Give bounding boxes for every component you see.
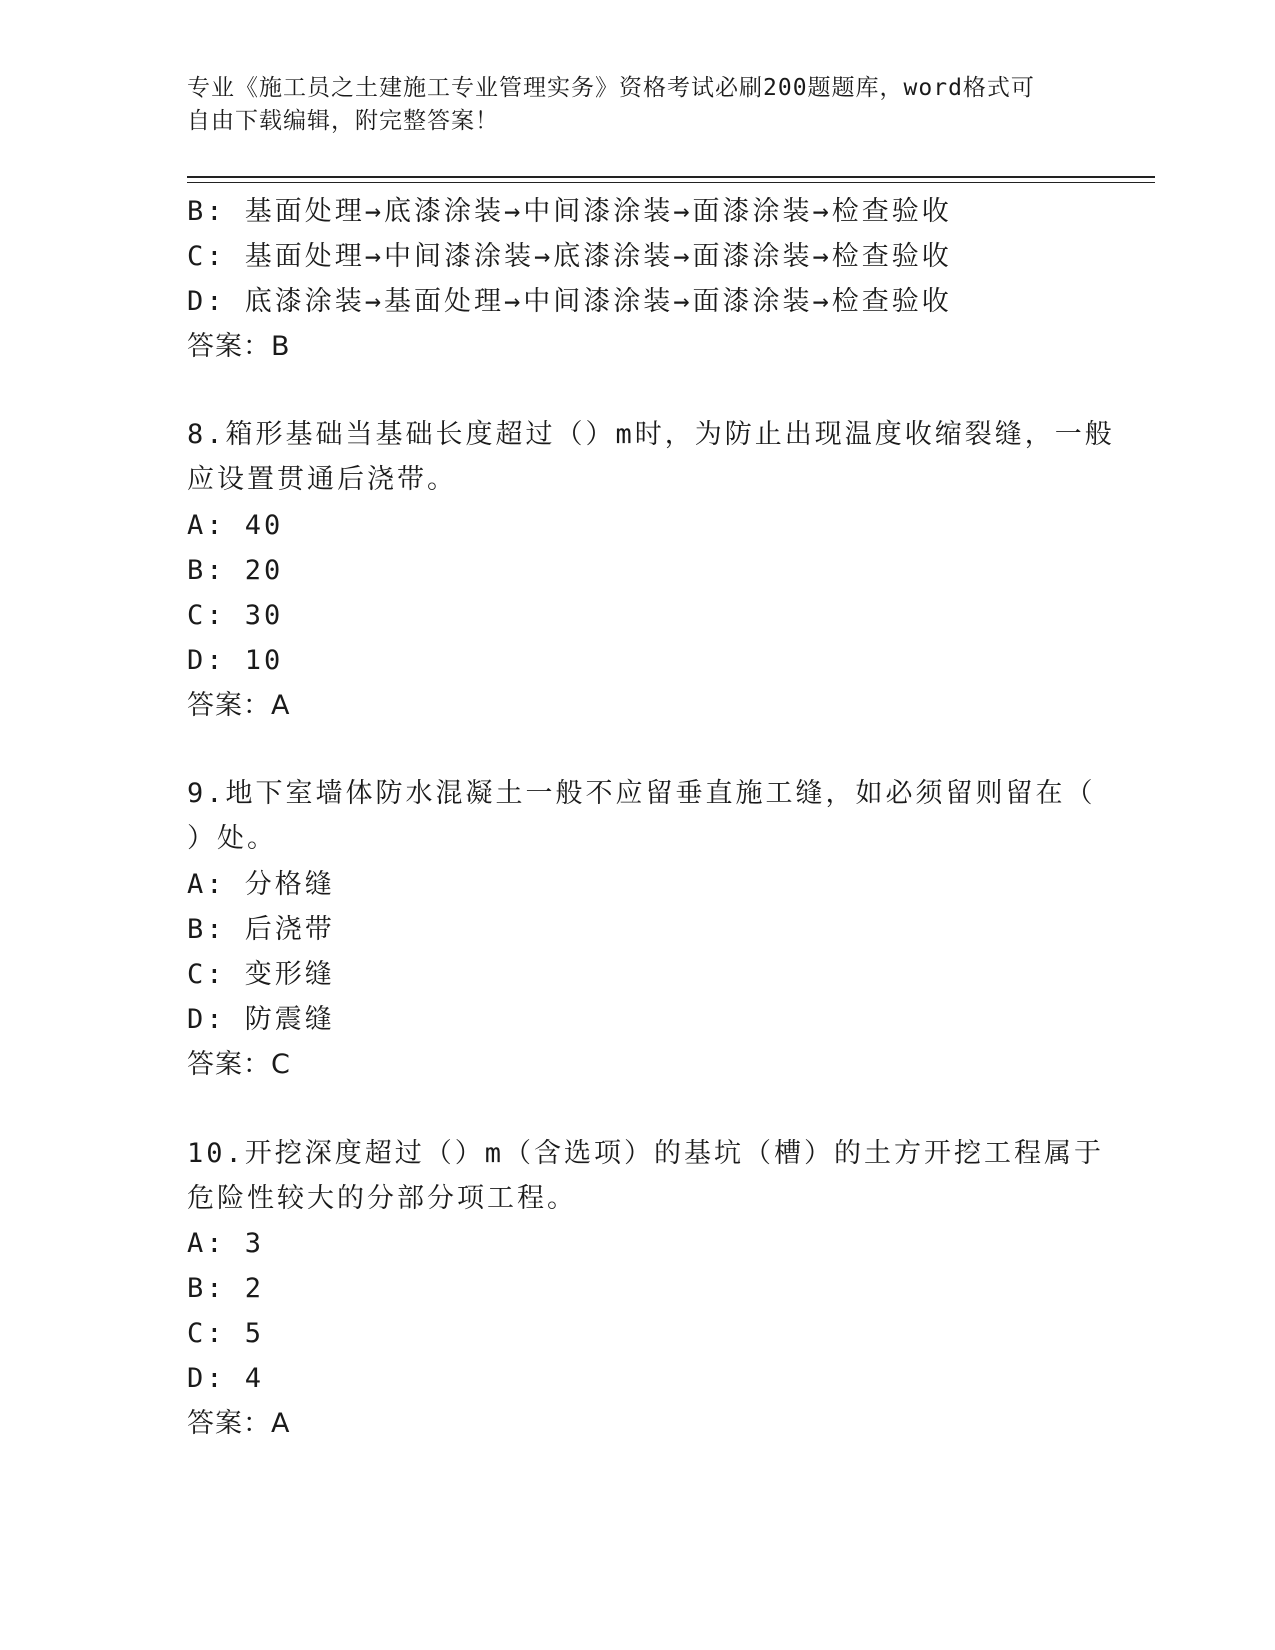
q8-option-a: A: 40 xyxy=(187,510,284,541)
q9-stem-line-2: ）处。 xyxy=(187,823,277,854)
q9-option-c: C: 变形缝 xyxy=(187,959,335,990)
q10-option-a: A: 3 xyxy=(187,1228,265,1259)
q9-option-a: A: 分格缝 xyxy=(187,869,335,900)
q7-option-c: C: 基面处理→中间漆涂装→底漆涂装→面漆涂装→检查验收 xyxy=(187,241,952,272)
q10-stem-line-1: 10.开挖深度超过（）m（含选项）的基坑（槽）的土方开挖工程属于 xyxy=(187,1138,1105,1169)
q8-stem-line-2: 应设置贯通后浇带。 xyxy=(187,464,457,495)
q7-answer: 答案：B xyxy=(187,331,291,362)
q8-option-c: C: 30 xyxy=(187,600,284,631)
header-divider-thick xyxy=(187,176,1155,178)
q9-answer: 答案：C xyxy=(187,1049,291,1080)
q7-option-b: B: 基面处理→底漆涂装→中间漆涂装→面漆涂装→检查验收 xyxy=(187,196,952,227)
q8-answer: 答案：A xyxy=(187,690,291,721)
q8-option-b: B: 20 xyxy=(187,555,284,586)
header-line-2: 自由下载编辑，附完整答案！ xyxy=(187,108,499,134)
header-line-1: 专业《施工员之土建施工专业管理实务》资格考试必刷200题题库，word格式可 xyxy=(187,75,1035,101)
q8-option-d: D: 10 xyxy=(187,645,284,676)
q10-option-b: B: 2 xyxy=(187,1273,265,1304)
q10-answer: 答案：A xyxy=(187,1408,291,1439)
q9-option-d: D: 防震缝 xyxy=(187,1004,335,1035)
q10-option-d: D: 4 xyxy=(187,1363,265,1394)
header-divider-thin xyxy=(187,182,1155,183)
q10-stem-line-2: 危险性较大的分部分项工程。 xyxy=(187,1183,577,1214)
q9-option-b: B: 后浇带 xyxy=(187,914,335,945)
q9-stem-line-1: 9.地下室墙体防水混凝土一般不应留垂直施工缝，如必须留则留在（ xyxy=(187,778,1096,809)
q8-stem-line-1: 8.箱形基础当基础长度超过（）m时，为防止出现温度收缩裂缝，一般 xyxy=(187,419,1115,450)
document-header xyxy=(187,72,1087,138)
q7-option-d: D: 底漆涂装→基面处理→中间漆涂装→面漆涂装→检查验收 xyxy=(187,286,952,317)
q10-option-c: C: 5 xyxy=(187,1318,265,1349)
